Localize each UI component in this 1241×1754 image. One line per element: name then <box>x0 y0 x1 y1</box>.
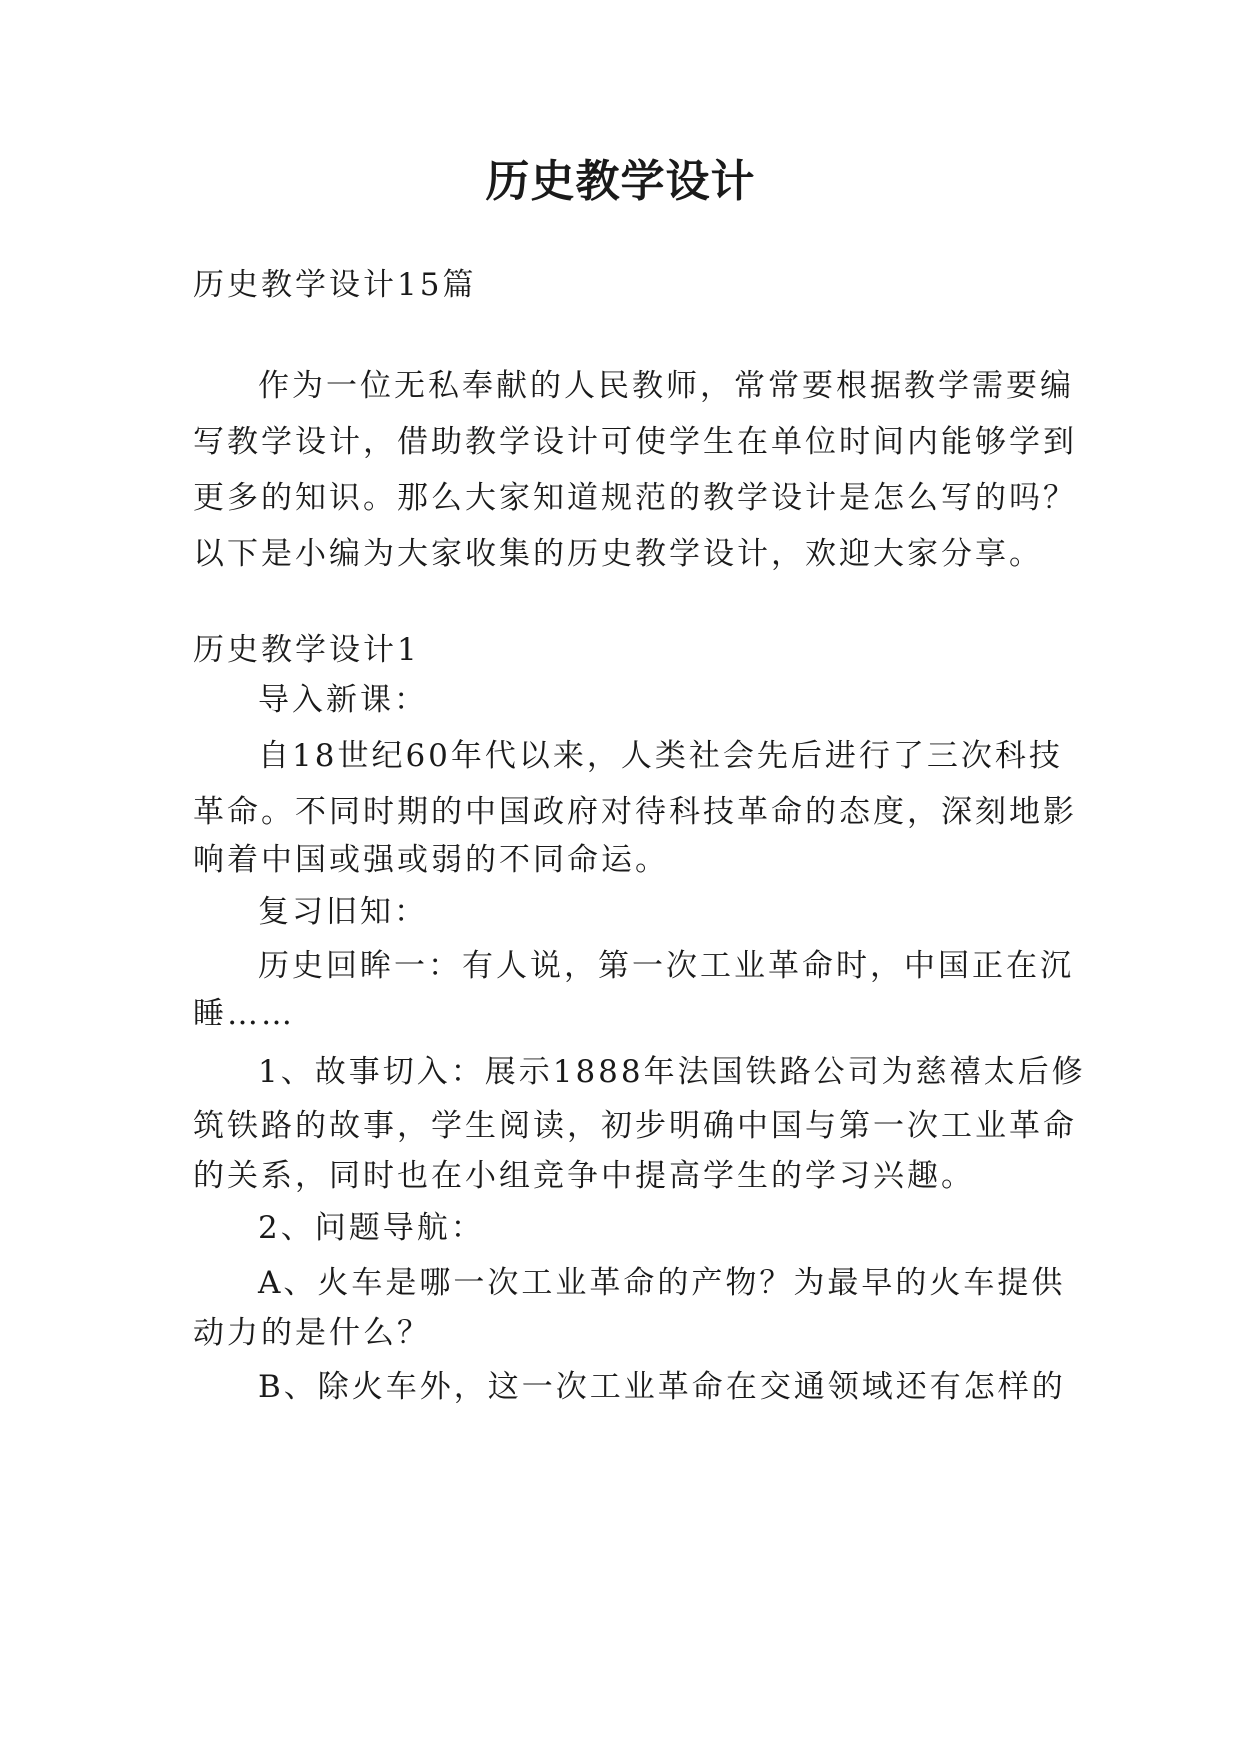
paragraph-line: 更多的知识。那么大家知道规范的教学设计是怎么写的吗？ <box>193 480 1077 516</box>
paragraph-line: 响着中国或强或弱的不同命运。 <box>193 842 669 878</box>
paragraph-line: 作为一位无私奉献的人民教师，常常要根据教学需要编 <box>258 368 1074 404</box>
paragraph-line: 历史回眸一：有人说，第一次工业革命时，中国正在沉 <box>258 948 1074 984</box>
paragraph-line: 导入新课： <box>258 682 428 718</box>
paragraph-line: 自18世纪60年代以来，人类社会先后进行了三次科技 <box>258 738 1063 774</box>
paragraph-line: 写教学设计，借助教学设计可使学生在单位时间内能够学到 <box>193 424 1077 460</box>
paragraph-line: 2、问题导航： <box>258 1210 485 1246</box>
document-subtitle: 历史教学设计15篇 <box>193 267 477 303</box>
paragraph-line: 筑铁路的故事，学生阅读，初步明确中国与第一次工业革命 <box>193 1108 1077 1144</box>
paragraph-line: 睡…… <box>193 996 295 1032</box>
paragraph-line: A、火车是哪一次工业革命的产物？为最早的火车提供 <box>258 1265 1066 1301</box>
paragraph-line: 革命。不同时期的中国政府对待科技革命的态度，深刻地影 <box>193 794 1077 830</box>
document-title: 历史教学设计 <box>485 156 756 207</box>
paragraph-line: 1、故事切入：展示1888年法国铁路公司为慈禧太后修 <box>258 1054 1086 1090</box>
paragraph-line: 复习旧知： <box>258 894 428 930</box>
paragraph-line: 的关系，同时也在小组竞争中提高学生的学习兴趣。 <box>193 1158 975 1194</box>
paragraph-line: B、除火车外，这一次工业革命在交通领域还有怎样的 <box>258 1369 1066 1405</box>
section-heading: 历史教学设计1 <box>193 632 420 668</box>
paragraph-line: 动力的是什么？ <box>193 1315 431 1351</box>
paragraph-line: 以下是小编为大家收集的历史教学设计，欢迎大家分享。 <box>193 536 1043 572</box>
